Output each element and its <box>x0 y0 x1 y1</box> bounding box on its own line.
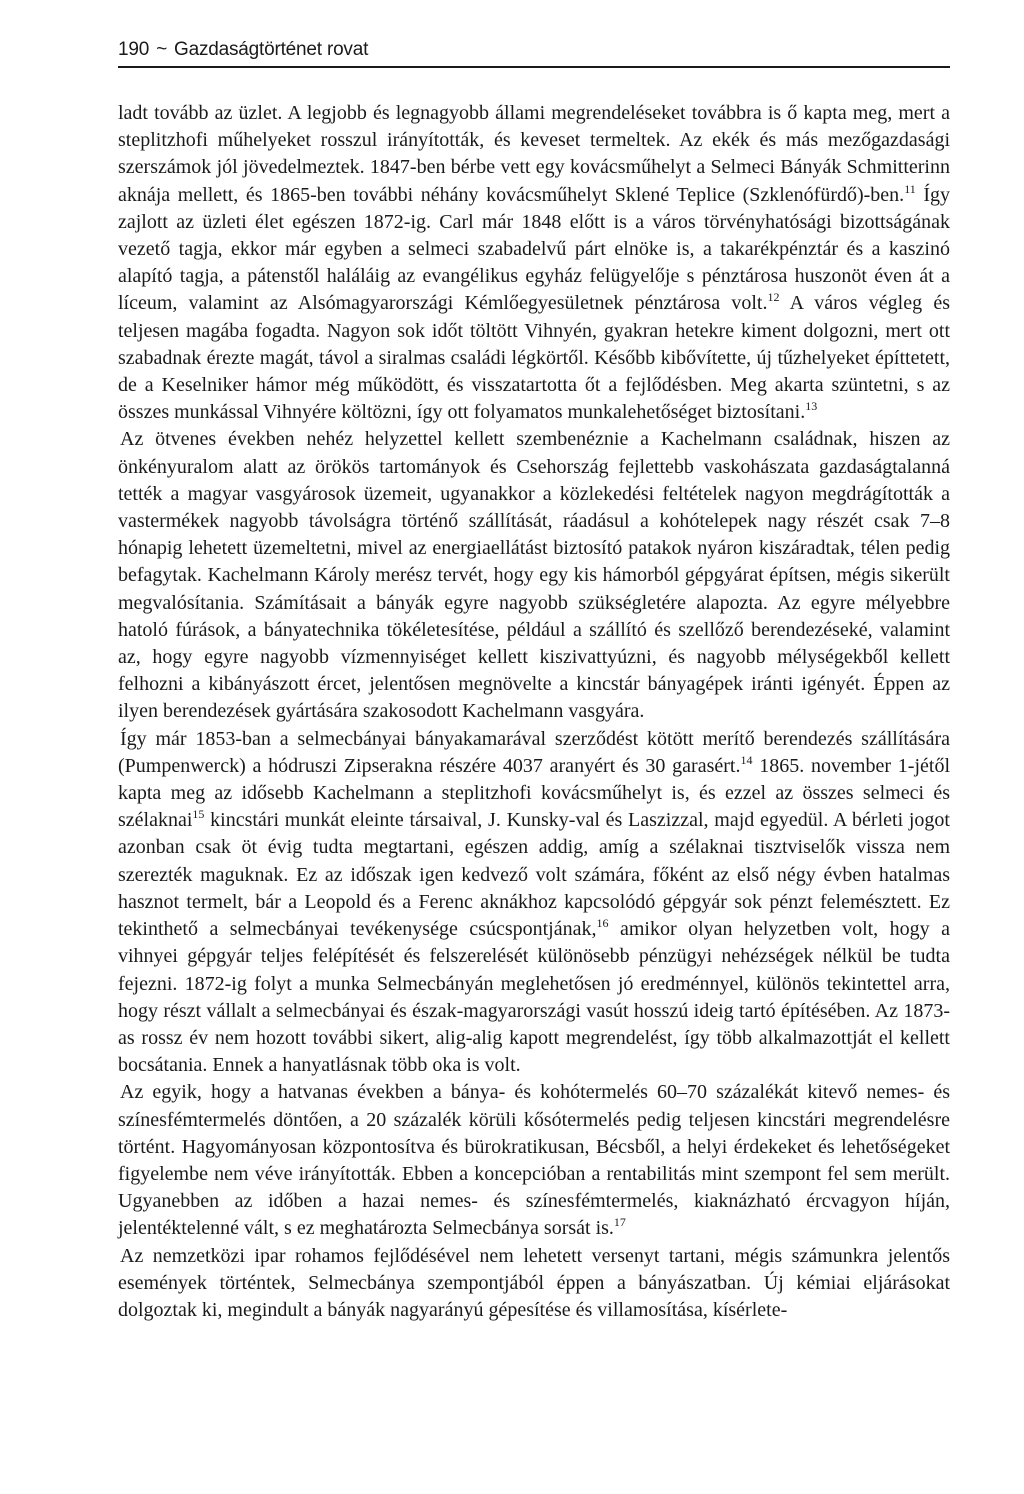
page-number: 190 <box>118 39 150 60</box>
paragraph-text: Így már 1853-ban a selmecbányai bányakamarával szerződést kötött merítő berendezés szállítására (Pumpenwerck) a hódruszi Zipserakna részére 4037 aranyért és 30 garasért. <box>118 727 950 777</box>
paragraph-text: amikor olyan helyzetben volt, hogy a vihnyei gépgyár teljes felépítését és felszerelését különösebb pénzügyi nehézségek nélkül be tudta fejezni. 1872-ig folyt a munka Selmecbányán meglehetősen jó eredménnyel, különös tekintettel arra, hogy részt vállalt a selmecbányai és észak-magyarországi vasút hosszú ideig tartó építésében. Az 1873-as rossz év nem hozott további sikert, alig-alig kapott megrendelést, így több alkalmazottját el kellett bocsátania. Ennek a hanyatlásnak több oka is volt. <box>118 918 950 1077</box>
paragraph <box>118 1079 950 1242</box>
paragraph-text: kincstári munkát eleinte társaival, J. Kunsky-val és Laszizzal, majd egyedül. A bérleti jogot azonban csak öt évig tudta megtartani, egészen addig, amíg a szélaknai tisztviselők vissza nem szerezték maguknak. Ez az időszak igen kedvező volt számára, főként az első négy évben hatalmas hasznot termelt, bár a Leopold és a Ferenc aknákhoz kapcsolódó gépgyár sok pénzt felemésztett. Ez tekinthető a selmecbányai tevékenysége csúcspontjának, <box>118 809 950 941</box>
paragraph <box>118 726 950 1080</box>
paragraph-text: ladt tovább az üzlet. A legjobb és legnagyobb állami megrendeléseket továbbra is ő kapta meg, mert a steplitzhofi műhelyeket rosszul irányították, és keveset termeltek. Az ekék és más mezőgazdasági szerszámok jól jövedelmeztek. 1847-ben bérbe vett egy kovácsműhelyt a Selmeci Bányák Schmitterinn aknája mellett, és 1865-ben további néhány kovácsműhelyt Sklené Teplice (Szklenófürdő)-ben. <box>118 102 950 206</box>
footnote-marker: 12 <box>767 290 780 305</box>
paragraph-text: Így zajlott az üzleti élet egészen 1872-ig. Carl már 1848 előtt is a város törvényhatósági bizottságának vezető tagja, ekkor már egyben a selmeci szabadelvű párt elnöke is, a takarékpénztár és a kaszinó alapító tagja, a pátenstől haláláig az evangélikus egyház felügyelője s pénztárosa huszonöt éven át a líceum, valamint az Alsómagyarországi Kémlőegyesületnek pénztárosa volt. <box>118 183 950 315</box>
article-body <box>118 100 950 1324</box>
paragraph <box>118 100 950 426</box>
page <box>118 38 950 1324</box>
paragraph-text: Az nemzetközi ipar rohamos fejlődésével nem lehetett versenyt tartani, mégis számunkra jelentős események történtek, Selmecbánya szempontjából éppen a bányászatban. Új kémiai eljárásokat dolgoztak ki, megindult a bányák nagyarányú gépesítése és villamosítása, kísérlete- <box>118 1244 950 1321</box>
footnote-marker: 13 <box>805 399 818 414</box>
paragraph-text: A város végleg és teljesen magába fogadta. Nagyon sok időt töltött Vihnyén, gyakran hetekre kiment dolgozni, mert ott szabadnak érezte magát, távol a siralmas családi légkörtől. Később kibővítette, új tűzhelyeket építtetett, de a Keselniker hámor még működött, és visszatartotta őt a fejlődésben. Meg akarta szüntetni, s az összes munkással Vihnyére költözni, így ott folyamatos munkalehetőséget biztosítani. <box>118 292 950 424</box>
header-separator: ~ <box>156 39 168 60</box>
paragraph-text: Az ötvenes években nehéz helyzettel kellett szembenéznie a Kachelmann családnak, hiszen az önkényuralom alatt az örökös tartományok és Csehország fejlettebb vaskohászata gazdaságtalanná tették a magyar vasgyárosok üzemeit, ugyanakkor a közlekedési feltételek nagyon megdrágították a vastermékek nagyobb távolságra történő szállítását, ráadásul a kohótelepek nagy részét csak 7–8 hónapig lehetett üzemeltetni, mivel az energiaellátást biztosító patakok nyáron kiszáradtak, télen pedig befagytak. Kachelmann Károly merész tervét, hogy egy kis hámorból gépgyárat építsen, mégis sikerült megvalósítania. Számításait a bányák egyre nagyobb szükségletére alapozta. Az egyre mélyebbre hatoló fúrások, a bányatechnika tökéletesítése, például a szállító és szellőző berendezéseké, valamint az, hogy egyre nagyobb vízmennyiséget kellett kiszivattyúzni, és nagyobb mélységekből kellett felhozni a kibányászott ércet, jelentősen megnövelte a kincstár bányagépek iránti igényét. Éppen az ilyen berendezések gyártására szakosodott Kachelmann vasgyára. <box>118 428 950 723</box>
paragraph <box>118 1243 950 1325</box>
running-head <box>118 38 950 68</box>
paragraph-text: 1865. november 1-jétől kapta meg az idősebb Kachelmann a steplitzhofi kovácsműhelyt is, és ezzel az összes selmeci és szélaknai <box>118 754 950 832</box>
footnote-marker: 16 <box>596 916 609 931</box>
paragraph-text: Az egyik, hogy a hatvanas években a bánya- és kohótermelés 60–70 százalékát kitevő nemes- és színesfémtermelés döntően, a 20 százalék körüli kősótermelés pedig teljesen kincstári megrendelésre történt. Hagyományosan központosítva és bürokratikusan, Bécsből, a helyi érdekeket és lehetőségeket figyelembe nem véve irányították. Ebben a koncepcióban a rentabilitás mint szempont fel sem merült. Ugyanebben az időben a hazai nemes- és színesfémtermelés, kiaknázható ércvagyon híján, jelentéktelenné vált, s ez meghatározta Selmecbánya sorsát is. <box>118 1081 950 1240</box>
footnote-marker: 11 <box>904 181 916 196</box>
section-title: Gazdaságtörténet rovat <box>174 39 369 60</box>
footnote-marker: 17 <box>613 1215 626 1230</box>
footnote-marker: 15 <box>192 807 205 822</box>
paragraph <box>118 426 950 725</box>
footnote-marker: 14 <box>740 752 753 767</box>
